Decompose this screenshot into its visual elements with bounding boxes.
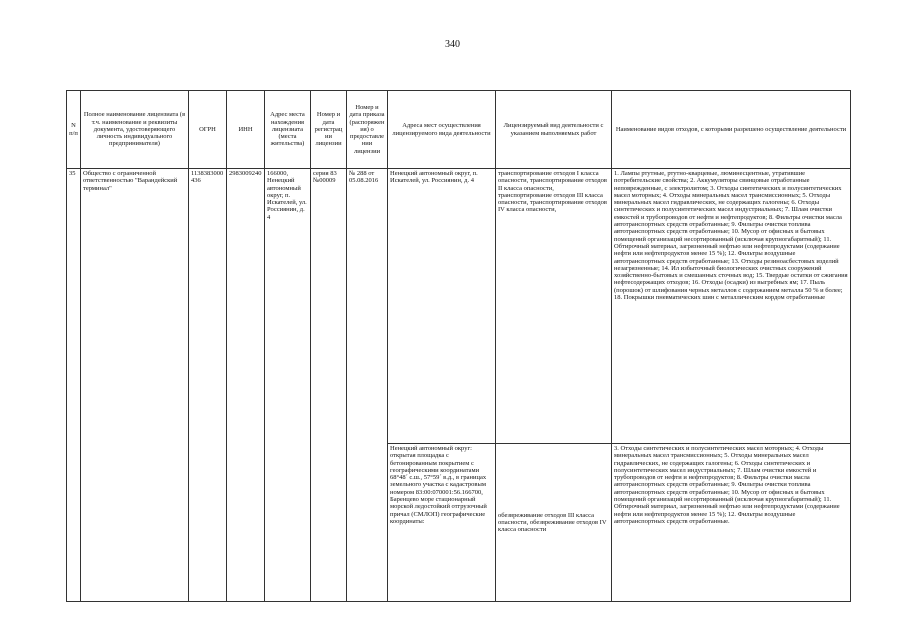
header-order: Номер и дата приказа (распоряжения) о предоставлении лицензии (347, 91, 388, 169)
cell-inn: 2983009240 (227, 169, 265, 602)
cell-site-2: Ненецкий автономный округ: открытая площадка с бетонированным покрытием с географическими координатами 68°48´ с.ш., 57°59´ в.д., в границах земельного участка с кадастровым номером 83:00:070001:56.166700, Баренцево море стационарный морской ледостойкий отгрузочный причал (СМЛОП) географические координаты: (388, 444, 496, 602)
cell-site-1: Ненецкий автономный округ, п. Искателей, ул. Россиянин, д. 4 (388, 169, 496, 444)
header-num: N п/п (67, 91, 81, 169)
cell-order: № 288 от 05.08.2016 (347, 169, 388, 602)
header-sites: Адреса мест осуществления лицензируемого вида деятельности (388, 91, 496, 169)
cell-licensee-name: Общество с ограниченной ответственностью "Варандейский терминал" (81, 169, 189, 602)
cell-num: 35 (67, 169, 81, 602)
page-number: 340 (445, 39, 460, 50)
table-header-row (67, 91, 851, 169)
license-registry-table (66, 90, 851, 602)
cell-activity-2: обезвреживание отходов III класса опасности, обезвреживание отходов IV класса опасности (496, 444, 612, 602)
cell-license-number: серия 83 №00009 (311, 169, 347, 602)
cell-activity-1: транспортирование отходов I класса опасности, транспортирование отходов II класса опасности, транспортирование отходов III класса опасности, транспортирование отходов IV класса опасности, (496, 169, 612, 444)
cell-licensee-address: 166000, Ненецкий автономный округ, п. Искателей, ул. Россиянин, д. 4 (265, 169, 311, 602)
table-row (67, 169, 851, 444)
cell-ogrn: 1138383000436 (189, 169, 227, 602)
header-license: Номер и дата регистрации лицензии (311, 91, 347, 169)
header-wastes: Наименование видов отходов, с которыми разрешено осуществление деятельности (612, 91, 851, 169)
header-name: Полное наименование лицензиата (в т.ч. наименование и реквизиты документа, удостоверяющего личность индивидуального предпринимателя) (81, 91, 189, 169)
header-address: Адрес места нахождения лицензиата (места жительства) (265, 91, 311, 169)
cell-wastes-1: 1. Лампы ртутные, ртутно-кварцевые, люминесцентные, утратившие потребительские свойства; 2. Аккумуляторы свинцовые отработанные неповрежденные, с электролитом; 3. Отходы синтетических и полусинтетических масел моторных; 4. Отходы минеральных масел трансмиссионных; 5. Отходы минеральных масел гидравлических, не содержащих галогены; 6. Отходы синтетических и полусинтетических масел индустриальных; 7. Шлам очистки емкостей и трубопроводов от нефти и нефтепродуктов; 8. Фильтры очистки масла автотранспортных средств отработанные; 9. Фильтры очистки топлива автотранспортных средств отработанные; 10. Мусор от офисных и бытовых помещений организаций несортированный (исключая крупногабаритный); 11. Обтирочный материал, загрязненный нефтью или нефтепродуктами (содержание нефти или нефтепродуктов менее 15 %); 12. Фильтры воздушные автотранспортных средств отработанные; 13. Отходы резиноасбестовых изделий незагрязненные; 14. Ил избыточный биологических очистных сооружений хозяйственно-бытовых и смешанных сточных вод; 15. Твердые остатки от сжигания нефтесодержащих отходов; 16. Отходы (осадки) из выгребных ям; 17. Пыль (порошок) от шлифования черных металлов с содержанием металла 50 % и более; 18. Покрышки пневматических шин с металлическим кордом отработанные (612, 169, 851, 444)
header-ogrn: ОГРН (189, 91, 227, 169)
cell-wastes-2: 3. Отходы синтетических и полусинтетических масел моторных; 4. Отходы минеральных масел трансмиссионных; 5. Отходы минеральных масел гидравлических, не содержащих галогены; 6. Отходы синтетических и полусинтетических масел индустриальных; 7. Шлам очистки емкостей и трубопроводов от нефти и нефтепродуктов; 8. Фильтры очистки масла автотранспортных средств отработанные; 9. Фильтры очистки топлива автотранспортных средств отработанные; 10. Мусор от офисных и бытовых помещений организаций несортированный (исключая крупногабаритный); 11. Обтирочный материал, загрязненный нефтью или нефтепродуктами (содержание нефти или нефтепродуктов менее 15 %); 12. Фильтры воздушные автотранспортных средств отработанные. (612, 444, 851, 602)
header-inn: ИНН (227, 91, 265, 169)
header-activity: Лицензируемый вид деятельности с указанием выполняемых работ (496, 91, 612, 169)
